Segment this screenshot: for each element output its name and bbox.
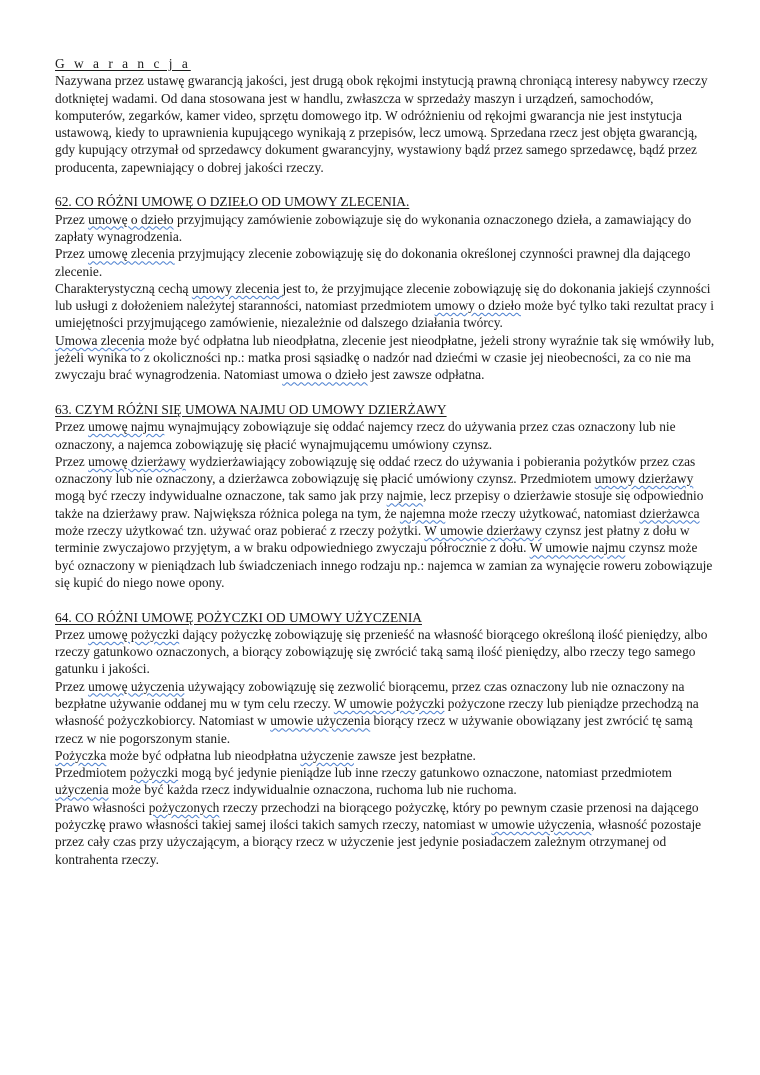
text-run: przyjmujący zamówienie zobowiązuje się do wykonania oznaczonego dzieła, a zamawiający do zapłaty wynagrodzenia. xyxy=(55,211,692,244)
text-run: czynsz może być oznaczony w pieniądzach lub świadczeniach innego rodzaju np.: najemca w zamian za wynajęcie roweru zobowiązuje się kupić do niego nowe opony. xyxy=(55,540,713,590)
spellcheck-term: umowę zlecenia xyxy=(88,246,175,262)
spellcheck-term: umowę dzierżawy xyxy=(88,453,186,469)
spellcheck-term: W umowie najmu xyxy=(529,540,626,556)
text-run: Przez xyxy=(55,246,89,262)
spellcheck-term: pożyczonych xyxy=(148,799,220,815)
section-title: G w a r a n c j a xyxy=(55,56,191,71)
spellcheck-term: użyczenie xyxy=(300,747,354,763)
text-run: może rzeczy użytkować tzn. używać oraz pobierać z rzeczy pożytki. xyxy=(55,523,425,539)
spellcheck-term: umowę użyczenia xyxy=(88,678,185,694)
text-run: przyjmujący zlecenie zobowiązuję się do dokonania określonej czynności prawnej dla dającego zlecenie. xyxy=(55,246,691,279)
paragraph xyxy=(55,453,715,591)
text-run: czynsz jest płatny z dołu w terminie zwyczajowo przyjętym, a w braku odpowiedniego zwyczaju półrocznie z dołu. xyxy=(55,523,690,556)
text-run: Przez xyxy=(55,211,89,227)
spacer xyxy=(55,176,715,193)
text-run: wynajmujący zobowiązuje się oddać najemcy rzecz do używania przez czas oznaczony lub nie oznaczony, a najemca zobowiązuję się płacić wynajmującemu umówiony czynsz. xyxy=(55,419,676,452)
paragraph xyxy=(55,245,715,280)
text-run: jest to, że przyjmujące zlecenie zobowiązuję się do dokonania jakiejś czynności lub usługi z dołożeniem należytej staranności, natomiast przedmiotem xyxy=(55,280,711,314)
spellcheck-term: umowy zlecenia xyxy=(191,280,283,296)
section-64 xyxy=(55,609,715,868)
spellcheck-term: Umowa zlecenia xyxy=(55,332,145,348)
spellcheck-term: pożyczki xyxy=(129,765,179,781)
text-run: , lecz przepisy o dzierżawie stosuje się odpowiednio także na dzierżawy praw. Największa różnica polega na tym, że xyxy=(55,488,704,521)
text-run: pożyczone rzeczy lub pieniądze przechodzą na własność pożyczkobiorcy. Natomiast w xyxy=(55,695,699,729)
section-title: 64. CO RÓŻNI UMOWĘ POŻYCZKI OD UMOWY UŻYCZENIA xyxy=(55,609,422,625)
section-gwarancja xyxy=(55,55,715,176)
text-run: mogą być jedynie pieniądze lub inne rzeczy gatunkowo oznaczone, natomiast przedmiotem xyxy=(178,765,672,781)
spellcheck-term: umowa o dzieło xyxy=(282,367,368,383)
spellcheck-term: umowie użyczenia xyxy=(270,713,371,729)
text-run: może rzeczy użytkować, natomiast xyxy=(445,505,640,521)
spellcheck-term: najemna xyxy=(399,505,446,521)
spellcheck-term: użyczenia xyxy=(55,782,109,798)
spellcheck-term: umowy dzierżawy xyxy=(594,471,694,487)
spellcheck-term: najmie xyxy=(386,488,424,504)
paragraph xyxy=(55,799,715,868)
spellcheck-term: umowie użyczenia xyxy=(491,817,592,833)
text-run: może być odpłatna lub nieodpłatna, zlecenie jest nieodpłatne, jeżeli strony wyraźnie tak się wmówiły lub, jeżeli wynika to z okoliczności np.: matka prosi sąsiadkę o nadzór nad dziećmi w czasie jej nieobecności, za co nie ma zwyczaju brać wynagrodzenia. Natomiast xyxy=(55,332,715,383)
text-run: zawsze jest bezpłatne. xyxy=(353,747,476,763)
text-run: Przedmiotem xyxy=(55,765,130,781)
text-run: może być odpłatna lub nieodpłatna xyxy=(106,747,301,763)
paragraph xyxy=(55,418,715,453)
paragraph xyxy=(55,332,715,384)
paragraph: Nazywana przez ustawę gwarancją jakości, jest drugą obok rękojmi instytucją prawną chroniącą interesy nabywcy rzeczy dotkniętej wadami. Od dana stosowana jest w handlu, zwłaszcza w sprzedaży maszyn i urządzeń, samochodów, komputerów, zegarków, kamer video, sprzętu domowego itp. W odróżnieniu od rękojmi gwarancja nie jest instytucja ustawową, kiedy to uprawnienia kupującego wynikają z przepisów, lecz umową. Sprzedana rzecz jest objęta gwarancją, gdy kupujący otrzymał od sprzedawcy dokument gwarancyjny, wystawiony bądź przez samego sprzedawcę, bądź przez producenta, zapewniający o dobrej jakości rzeczy. xyxy=(55,73,708,175)
text-run: Przez xyxy=(55,453,89,469)
text-run: Prawo własności xyxy=(55,799,149,815)
spacer xyxy=(55,591,715,608)
text-run: używający zobowiązuję się zezwolić biorącemu, przez czas oznaczony lub nie oznaczony na bezpłatne używanie oddanej mu w tym celu rzeczy. xyxy=(55,678,685,711)
text-run: rzeczy przechodzi na biorącego pożyczkę, który po pewnym czasie przenosi na dającego pożyczkę prawo własności takiej samej ilości takich samych rzeczy, natomiast w xyxy=(55,799,699,833)
section-title: 62. CO RÓŻNI UMOWĘ O DZIEŁO OD UMOWY ZLECENIA. xyxy=(55,194,410,210)
section-63 xyxy=(55,401,715,591)
document-page xyxy=(55,55,715,868)
text-run: biorący rzecz w używanie obowiązany jest zwrócić tę samą rzecz w nie pogorszonym stanie. xyxy=(55,713,693,746)
text-run: jest zawsze odpłatna. xyxy=(367,367,485,383)
paragraph xyxy=(55,211,715,246)
spellcheck-term: umowę najmu xyxy=(88,419,165,435)
text-run: wydzierżawiający zobowiązuję się oddać rzecz do używania i pobierania pożytków przez czas oznaczony lub nie oznaczony, a dzierżawca zobowiązuję się płacić umówiony czynsz. Przedmiotem xyxy=(55,453,696,487)
text-run: Przez xyxy=(55,678,89,694)
spellcheck-term: W umowie dzierżawy xyxy=(424,523,542,539)
spellcheck-term: umowę pożyczki xyxy=(88,626,180,642)
spellcheck-term: umowę o dzieło xyxy=(88,211,174,227)
section-62 xyxy=(55,193,715,383)
text-run: może być tylko taki rezultat pracy i umiejętności przyjmującego zamówienie, niezależnie od dalszego działania twórcy. xyxy=(55,298,714,331)
text-run: Przez xyxy=(55,626,89,642)
spacer xyxy=(55,384,715,401)
paragraph xyxy=(55,280,715,332)
text-run: mogą być rzeczy indywidualne oznaczone, tak samo jak przy xyxy=(55,488,387,504)
paragraph xyxy=(55,747,715,764)
text-run: może być każda rzecz indywidualnie oznaczona, ruchoma lub nie ruchoma. xyxy=(108,782,517,798)
text-run: dający pożyczkę zobowiązuję się przenieść na własność biorącego określoną ilość pieniędzy, albo rzeczy gatunkowo oznaczonych, a biorący zobowiązuję się zwrócić taką samą ilość pieniędzy, albo rzeczy tego samego gatunku i jakości. xyxy=(55,626,708,677)
spellcheck-term: dzierżawca xyxy=(639,505,700,521)
spellcheck-term: umowy o dzieło xyxy=(434,298,521,314)
spellcheck-term: W umowie pożyczki xyxy=(333,695,445,711)
text-run: , własność pozostaje przez cały czas przy użyczającym, a biorący rzecz w użyczenie jest jedynie posiadaczem zależnym otrzymanej od kontrahenta rzeczy. xyxy=(55,817,702,867)
section-title: 63. CZYM RÓŻNI SIĘ UMOWA NAJMU OD UMOWY DZIERŻAWY xyxy=(55,401,447,417)
text-run: Charakterystyczną cechą xyxy=(55,280,192,296)
spellcheck-term: Pożyczka xyxy=(55,747,107,763)
paragraph xyxy=(55,678,715,747)
text-run: Przez xyxy=(55,419,89,435)
paragraph xyxy=(55,626,715,678)
paragraph xyxy=(55,764,715,799)
